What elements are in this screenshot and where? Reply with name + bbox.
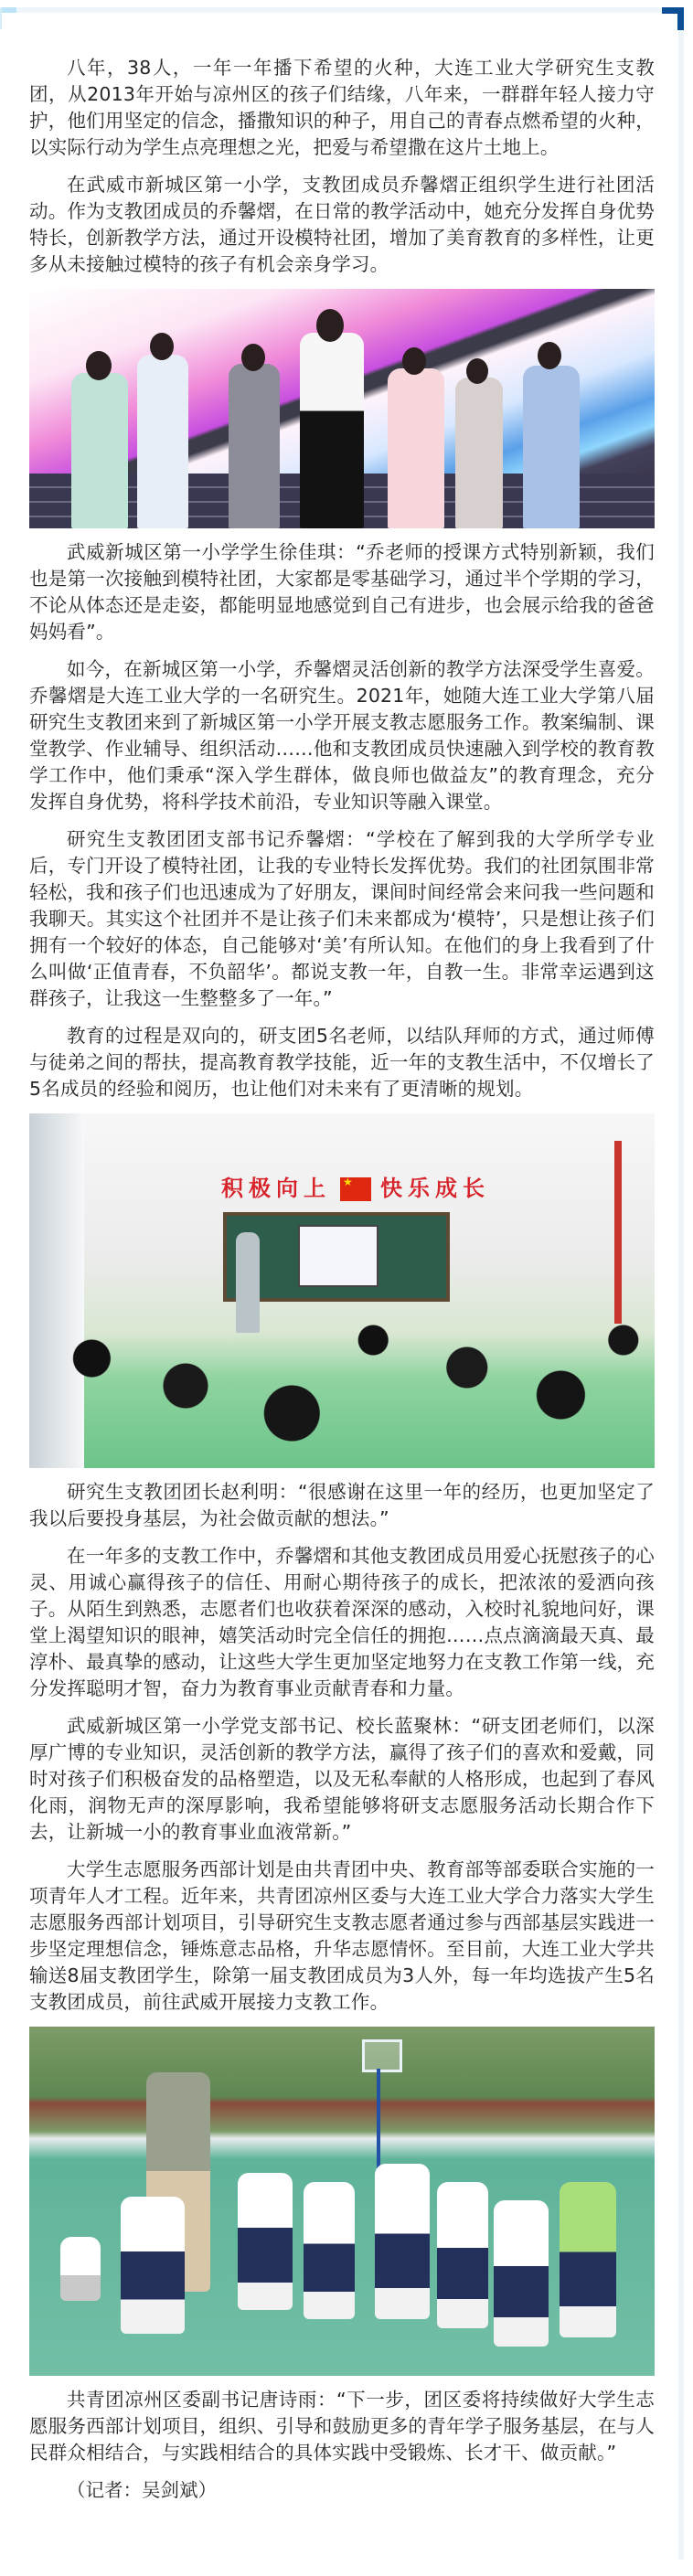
frame-top-accent <box>0 7 16 13</box>
article-paragraph: 研究生支教团团长赵利明：“很感谢在这里一年的经历，也更加坚定了我以后要投身基层，为社会做贡献的想法。” <box>29 1481 655 1529</box>
hoop-pole <box>377 2069 380 2178</box>
child-figure <box>388 368 444 528</box>
child-head <box>241 344 265 371</box>
photo-playground <box>29 2027 655 2376</box>
photo-classroom <box>29 1113 655 1468</box>
article-paragraph: 共青团凉州区委副书记唐诗雨：“下一步，团区委将持续做好大学生志愿服务西部计划项目，组织、引导和鼓励更多的青年学子服务基层，在与人民群众相结合，与实践相结合的具体实践中受锻炼、长才干、做贡献。” <box>29 2389 655 2464</box>
photo-runway-show <box>29 289 655 528</box>
child-head <box>150 333 174 360</box>
article-paragraph: 武威新城区第一小学党支部书记、校长蓝聚林：“研支团老师们，以深厚广博的专业知识，灵活创新的教学方法，赢得了孩子们的喜欢和爱戴，同时对孩子们积极奋发的品格塑造，以及无私奉献的人格形成，也起到了春风化雨，润物无声的深厚影响，我希望能够将研支志愿服务活动长期合作下去，让新城一小的教育事业血液常新。” <box>29 1715 655 1843</box>
article-body <box>29 55 655 2504</box>
slogan-left-text: 积极向上 <box>221 1176 331 1201</box>
child-figure <box>494 2200 549 2347</box>
article-paragraph: 如今，在新城区第一小学，乔馨熠灵活创新的教学方法深受学生喜爱。乔馨熠是大连工业大学的一名研究生。2021年，她随大连工业大学第八届研究生支教团来到了新城区第一小学开展支教志愿服务工作。教案编制、课堂教学、作业辅导、组织活动……他和支教团成员快速融入到学校的教育教学工作中，他们秉承“深入学生群体，做良师也做益友”的教育理念，充分发挥自身优势，将科学技术前沿，专业知识等融入课堂。 <box>29 658 655 813</box>
article-paragraph: 在武威市新城区第一小学，支教团成员乔馨熠正组织学生进行社团活动。作为支教团成员的乔馨熠，在日常的教学活动中，她充分发挥自身优势特长，创新教学方法，通过开设模特社团，增加了美育教育的多样性，让更多从未接触过模特的孩子有机会亲身学习。 <box>29 174 655 275</box>
frame-left-accent <box>0 7 2 29</box>
child-head <box>538 342 561 369</box>
article-paragraph: 武威新城区第一小学学生徐佳琪：“乔老师的授课方式特别新颖，我们也是第一次接触到模特社团，大家都是零基础学习，通过半个学期的学习，不论从体态还是走姿，都能明显地感觉到自己有进步，也会展示给我的爸爸妈妈看”。 <box>29 541 655 643</box>
frame-right-border <box>678 27 684 2560</box>
child-figure <box>238 2173 293 2310</box>
child-figure <box>560 2182 616 2337</box>
child-figure <box>229 364 280 528</box>
frame-top-border <box>0 7 664 13</box>
seated-child-figure <box>60 2237 101 2301</box>
reporter-byline: （记者：吴剑斌） <box>67 2479 217 2501</box>
child-head <box>402 347 426 375</box>
article-paragraph: 教育的过程是双向的，研支团5名老师，以结队拜师的方式，通过师傅与徒弟之间的帮扶，提高教育教学技能，近一年的支教生活中，不仅增长了5名成员的经验和阅历，也让他们对未来有了更清晰的规划。 <box>29 1025 655 1100</box>
child-figure <box>137 355 188 528</box>
child-head <box>466 358 488 384</box>
article-paragraph: 大学生志愿服务西部计划是由共青团中央、教育部等部委联合实施的一项青年人才工程。近年来，共青团凉州区委与大连工业大学合力落实大学生志愿服务西部计划项目，引导研究生支教志愿者通过参与西部基层实践进一步坚定理想信念，锤炼意志品格，升华志愿情怀。至目前，大连工业大学共输送8届支教团学生，除第一届支教团成员为3人外，每一年均选拔产生5名支教团成员，前往武威开展接力支教工作。 <box>29 1858 655 2013</box>
child-figure <box>455 378 503 528</box>
china-flag-icon <box>340 1177 371 1201</box>
students-group <box>29 1285 655 1468</box>
child-figure <box>304 2182 355 2319</box>
child-figure <box>437 2182 488 2328</box>
child-figure <box>121 2197 185 2334</box>
basketball-hoop <box>362 2039 402 2072</box>
article-paragraph: 在一年多的支教工作中，乔馨熠和其他支教团成员用爱心抚慰孩子的心灵、用诚心赢得孩子的信任、用耐心期待孩子的成长，把浓浓的爱洒向孩子。从陌生到熟悉，志愿者们也收获着深深的感动，入校时礼貌地问好，课堂上渴望知识的眼神，嬉笑活动时完全信任的拥抱……点点滴滴最天真、最淳朴、最真挚的感动，让这些大学生更加坚定地努力在支教工作第一线，充分发挥聪明才智，奋力为教育事业贡献青春和力量。 <box>29 1545 655 1699</box>
article-paragraph: 研究生支教团团支部书记乔馨熠：“学校在了解到我的大学所学专业后，专门开设了模特社团，让我的专业特长发挥优势。我们的社团氛围非常轻松，我和孩子们也迅速成为了好朋友，课间时间经常会来问我一些问题和我聊天。其实这个社团并不是让孩子们未来都成为‘模特’，只是想让孩子们拥有一个较好的体态，自己能够对‘美’有所认知。在他们的身上我看到了什么叫做‘正值青春，不负韶华’。都说支教一年，自教一生。非常幸运遇到这群孩子，让我这一生整整多了一年。” <box>29 828 655 1009</box>
corner-bracket-vertical <box>677 7 684 30</box>
article-paragraph: 八年，38人，一年一年播下希望的火种，大连工业大学研究生支教团，从2013年开始与凉州区的孩子们结缘，八年来，一群群年轻人接力守护，他们用坚定的信念，播撒知识的种子，用自己的青春点燃希望的火种，以实际行动为学生点亮理想之光，把爱与希望撒在这片土地上。 <box>29 57 655 158</box>
child-figure <box>71 373 128 528</box>
child-head <box>86 351 112 380</box>
classroom-slogan <box>221 1170 490 1202</box>
teacher-figure <box>300 333 364 528</box>
child-figure <box>523 366 580 528</box>
teacher-head <box>316 309 344 342</box>
slogan-right-text: 快乐成长 <box>380 1176 490 1201</box>
child-figure <box>375 2164 430 2319</box>
projector-screen <box>298 1225 378 1287</box>
